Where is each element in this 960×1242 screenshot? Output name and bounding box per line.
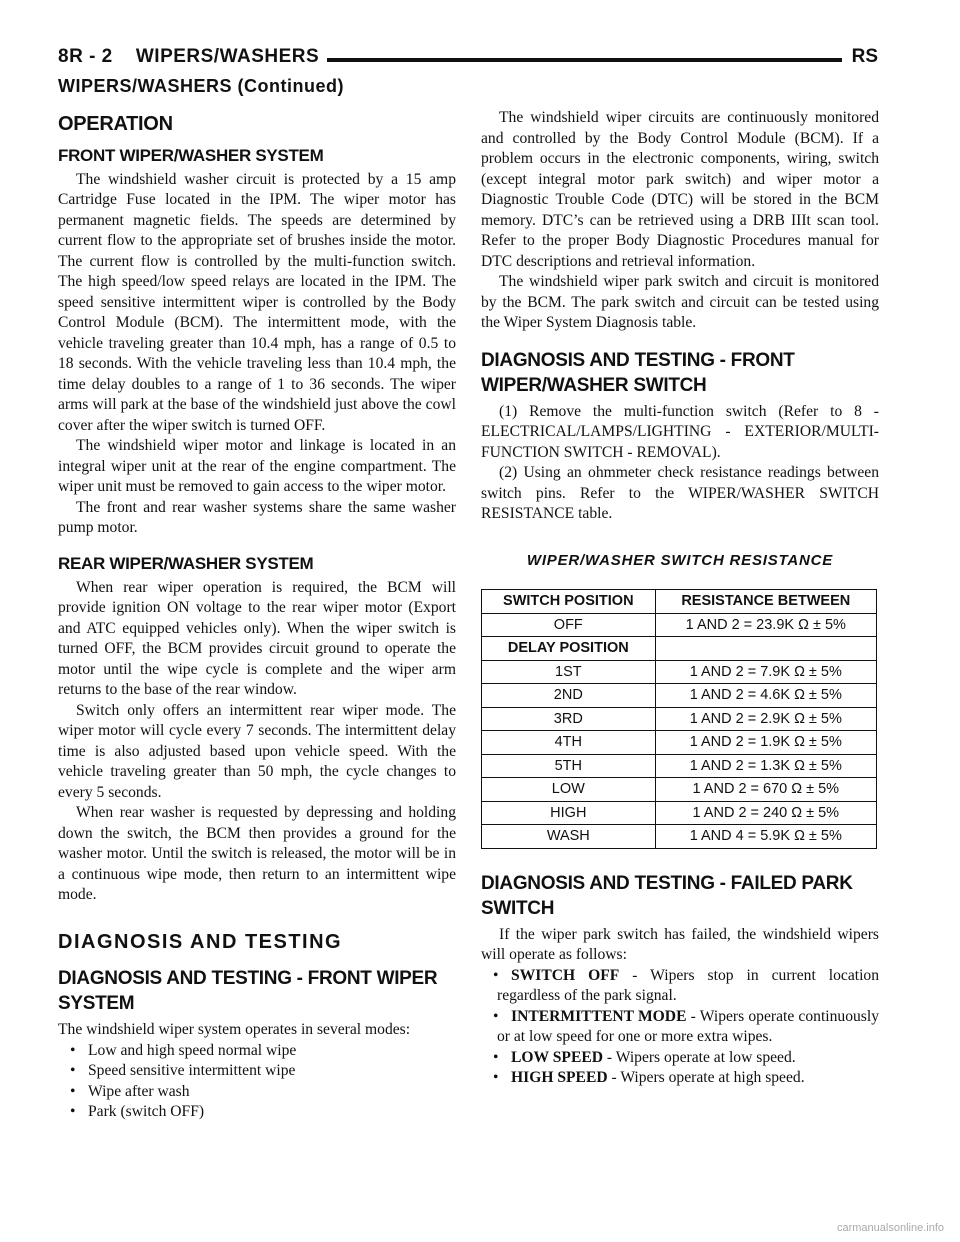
- table-title: WIPER/WASHER SWITCH RESISTANCE: [526, 551, 834, 569]
- bullet-icon: •: [70, 1062, 76, 1079]
- table-cell: 1 AND 2 = 1.3K Ω ± 5%: [655, 754, 876, 778]
- table-row: [482, 707, 877, 731]
- park-behavior-list: [481, 966, 879, 1089]
- list-item: • LOW SPEED - Wipers operate at low speed.: [481, 1048, 879, 1069]
- park-switch-diagnosis-heading: DIAGNOSIS AND TESTING - FAILED PARK SWITCH: [481, 872, 853, 919]
- column-header: RESISTANCE BETWEEN: [655, 590, 876, 614]
- table-cell: 1 AND 2 = 7.9K Ω ± 5%: [655, 660, 876, 684]
- table-cell: [655, 637, 876, 661]
- header-section-title: 8R - 2 WIPERS/WASHERS: [58, 46, 327, 68]
- table-row: [482, 684, 877, 708]
- operation-heading: OPERATION: [58, 113, 173, 135]
- table-cell: DELAY POSITION: [482, 637, 656, 661]
- table-cell: 2ND: [482, 684, 656, 708]
- column-header: SWITCH POSITION: [482, 590, 656, 614]
- table-cell: 1 AND 2 = 4.6K Ω ± 5%: [655, 684, 876, 708]
- table-cell: 1 AND 2 = 23.9K Ω ± 5%: [655, 613, 876, 637]
- table-cell: HIGH: [482, 801, 656, 825]
- bullet-icon: •: [493, 1069, 499, 1086]
- front-paragraph-2: The windshield wiper motor and linkage is located in an integral wiper unit at the rear of the engine compartment. The wiper unit must be removed to gain access to the wiper motor.: [58, 437, 456, 495]
- table-cell: 1ST: [482, 660, 656, 684]
- switch-step-1: (1) Remove the multi-function switch (Refer to 8 - ELECTRICAL/LAMPS/LIGHTING - EXTERIOR/MULTI-FUNCTION SWITCH - REMOVAL).: [481, 402, 879, 461]
- table-row: [482, 778, 877, 802]
- table-cell: OFF: [482, 613, 656, 637]
- list-item: • HIGH SPEED - Wipers operate at high speed.: [481, 1068, 879, 1089]
- right-column: [481, 108, 879, 1089]
- list-item: • Wipe after wash: [58, 1082, 456, 1103]
- watermark-footer: carmanualsonline.info: [836, 1222, 944, 1234]
- front-paragraph-3: The front and rear washer systems share the same washer pump motor.: [58, 498, 456, 536]
- table-cell: 1 AND 4 = 5.9K Ω ± 5%: [655, 825, 876, 849]
- bcm-paragraph: The windshield wiper circuits are continuously monitored and controlled by the Body Control Module (BCM). If a problem occurs in the electronic components, wiring, switch (except integral motor park switch) and wiper motor a Diagnostic Trouble Code (DTC) will be stored in the BCM memory. DTC’s can be retrieved using a DRB IIIt scan tool. Refer to the proper Body Diagnostic Procedures manual for DTC descriptions and retrieval information.: [481, 109, 879, 270]
- list-item: • INTERMITTENT MODE - Wipers operate continuously or at low speed for one or more extra wipes.: [493, 1007, 880, 1045]
- header-section-code: RS: [842, 46, 878, 68]
- rear-paragraph-1: When rear wiper operation is required, the BCM will provide ignition ON voltage to the rear wiper motor (Export and ATC equipped vehicles only). When the wiper switch is turned OFF, the BCM provides circuit ground to operate the motor until the wipe cycle is complete and the wiper arm returns to the base of the rear window.: [58, 578, 456, 698]
- table-cell: 1 AND 2 = 1.9K Ω ± 5%: [655, 731, 876, 755]
- bullet-icon: •: [70, 1082, 76, 1100]
- park-switch-paragraph: The windshield wiper park switch and circuit is monitored by the BCM. The park switch and circuit can be tested using the Wiper System Diagnosis table.: [481, 273, 879, 331]
- table-row: [482, 754, 877, 778]
- front-paragraph-1: The windshield washer circuit is protected by a 15 amp Cartridge Fuse located in the IPM. The wiper motor has permanent magnetic fields. The speeds are determined by current flow to the appropriate set of brushes inside the motor. The current flow is controlled by the multi-function switch. The high speed/low speed relays are located in the IPM. The speed sensitive intermittent wiper is controlled by the Body Control Module (BCM). The intermittent mode, with the vehicle traveling greater than 10.4 mph, has a range of 0.5 to 18 seconds. With the vehicle traveling less than 10.4 mph, the time delay doubles to a range of 1 to 36 seconds. The wiper arms will park at the base of the windshield just above the cowl cover after the wiper switch is turned OFF.: [58, 170, 456, 434]
- modes-intro: The windshield wiper system operates in several modes:: [58, 1021, 411, 1038]
- rear-system-heading: REAR WIPER/WASHER SYSTEM: [58, 553, 314, 573]
- page-header: [58, 46, 878, 76]
- park-intro: If the wiper park switch has failed, the windshield wipers will operate as follows:: [481, 925, 879, 963]
- rear-paragraph-2: Switch only offers an intermittent rear wiper mode. The wiper motor will cycle every 7 seconds. The intermittent delay time is also adjusted based upon vehicle speed. With the vehicle traveling greater than 50 mph, the cycle changes to every 5 seconds.: [58, 701, 456, 801]
- table-row: [482, 801, 877, 825]
- resistance-table: [481, 589, 877, 849]
- bullet-icon: •: [493, 1007, 499, 1025]
- table-row: [482, 825, 877, 849]
- table-row: [482, 613, 877, 637]
- table-row: [482, 637, 877, 661]
- table-cell: 1 AND 2 = 240 Ω ± 5%: [655, 801, 876, 825]
- table-cell: WASH: [482, 825, 656, 849]
- list-item: • SWITCH OFF - Wipers stop in current location regardless of the park signal.: [493, 966, 879, 1004]
- bullet-icon: •: [493, 966, 499, 984]
- list-item: • Speed sensitive intermittent wipe: [58, 1061, 456, 1082]
- table-cell: 1 AND 2 = 670 Ω ± 5%: [655, 778, 876, 802]
- list-item: • Park (switch OFF): [58, 1102, 456, 1123]
- table-cell: LOW: [482, 778, 656, 802]
- table-row: [482, 731, 877, 755]
- continued-heading: WIPERS/WASHERS (Continued): [58, 76, 344, 96]
- front-system-heading: FRONT WIPER/WASHER SYSTEM: [58, 145, 324, 165]
- switch-step-2: (2) Using an ohmmeter check resistance readings between switch pins. Refer to the WIPER/WASHER SWITCH RESISTANCE table.: [481, 464, 879, 522]
- bullet-icon: •: [70, 1041, 76, 1059]
- table-cell: 5TH: [482, 754, 656, 778]
- bullet-icon: •: [70, 1103, 76, 1120]
- table-cell: 1 AND 2 = 2.9K Ω ± 5%: [655, 707, 876, 731]
- bullet-icon: •: [493, 1048, 499, 1066]
- switch-diagnosis-heading: DIAGNOSIS AND TESTING - FRONT WIPER/WASHER SWITCH: [481, 349, 795, 396]
- table-row: [482, 660, 877, 684]
- front-wiper-diagnosis-heading: DIAGNOSIS AND TESTING - FRONT WIPER SYSTEM: [58, 968, 438, 1014]
- left-column: [58, 108, 456, 1123]
- modes-list: [58, 1041, 456, 1123]
- rear-paragraph-3: When rear washer is requested by depressing and holding down the switch, the BCM then provides a ground for the washer motor. Until the switch is released, the motor will be in a continuous wipe mode, then return to an intermittent wipe mode.: [58, 804, 456, 903]
- table-header-row: [482, 590, 877, 614]
- table-cell: 3RD: [482, 707, 656, 731]
- list-item: • Low and high speed normal wipe: [58, 1041, 456, 1062]
- diagnosis-heading: DIAGNOSIS AND TESTING: [58, 930, 343, 953]
- table-cell: 4TH: [482, 731, 656, 755]
